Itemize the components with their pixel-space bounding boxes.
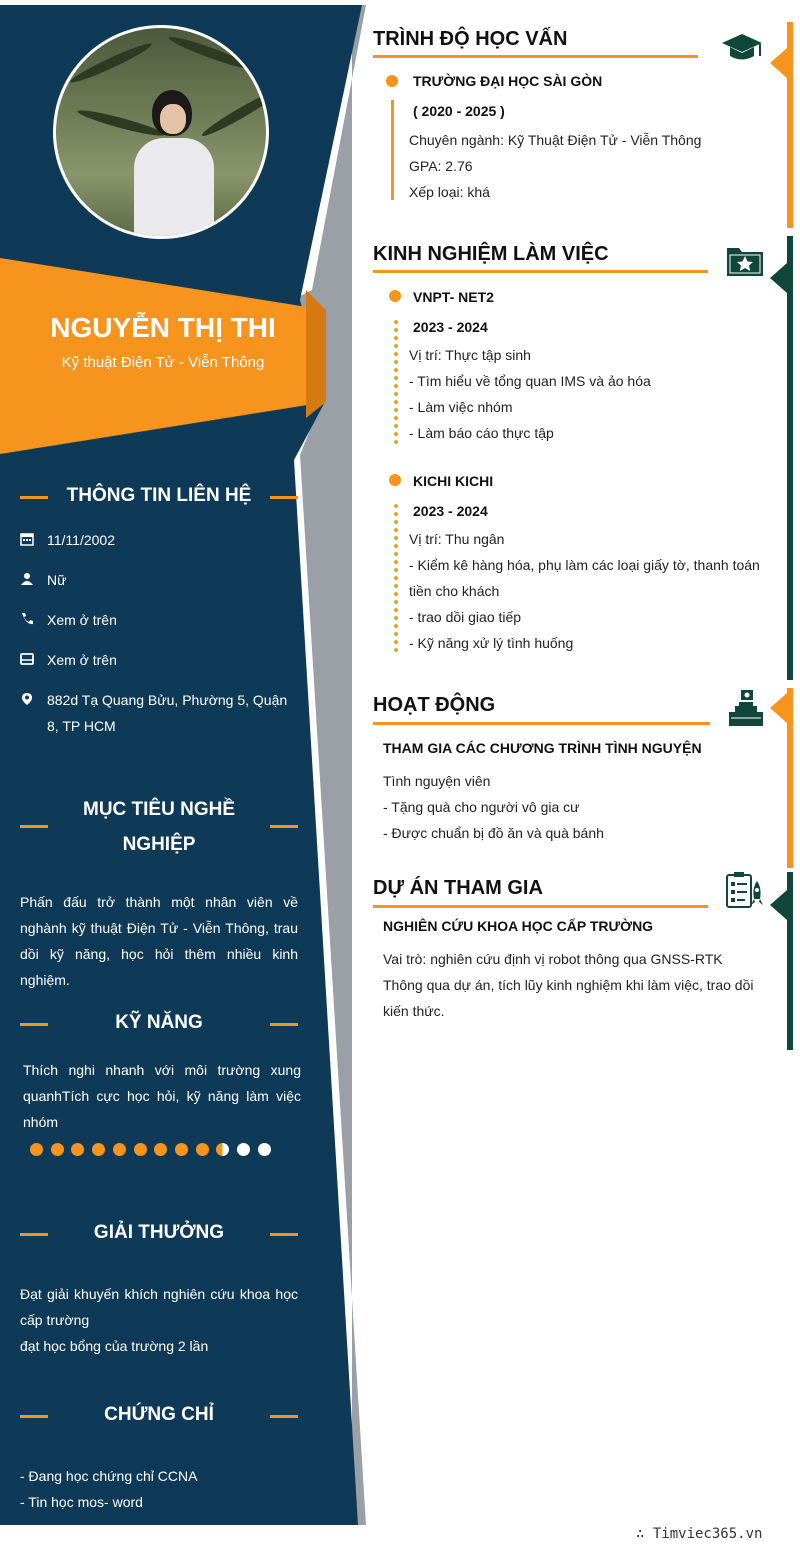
objective-text: Phấn đấu trở thành một nhân viên về nghành kỹ thuật Điện Tử - Viễn Thông, trau dồi kỹ năng, học hỏi thêm nhiều kinh nghiệm. (20, 894, 298, 988)
skill-dot (30, 1143, 43, 1156)
job-1-timeline (394, 318, 398, 446)
job-2-timeline (394, 502, 398, 656)
projects-line-3: kiến thức. (383, 1003, 445, 1019)
calendar-icon (20, 532, 34, 546)
footer-brand[interactable]: ∴ Timviec365.vn (636, 1526, 763, 1542)
education-school: TRƯỜNG ĐẠI HỌC SÀI GÒN (413, 73, 603, 89)
contact-email: Xem ở trên (20, 647, 300, 673)
location-icon (20, 692, 34, 706)
awards-line-2: đạt học bổng của trường 2 lần (20, 1338, 209, 1354)
certificates-heading: CHỨNG CHỈ (20, 1404, 298, 1426)
education-years: ( 2020 - 2025 ) (413, 103, 505, 119)
skills-heading: KỸ NĂNG (20, 1012, 298, 1034)
activities-line-2: - Tặng quà cho người vô gia cư (383, 799, 580, 815)
edge-marker-projects (770, 890, 787, 920)
skill-dot (51, 1143, 64, 1156)
graduation-cap-icon (720, 30, 764, 66)
job-1-company: VNPT- NET2 (413, 289, 494, 305)
job-2-bullet (389, 474, 401, 486)
contact-phone: Xem ở trên (20, 607, 300, 633)
profile-title: Kỹ thuật Điện Tử - Viễn Thông (61, 354, 265, 371)
user-icon (20, 572, 34, 586)
skills-text: Thích nghi nhanh với môi trường xung quanhTích cực học hỏi, kỹ năng làm việc nhóm (23, 1062, 301, 1130)
job-2-line-4: - trao dồi giao tiếp (409, 609, 522, 625)
job-2-company: KICHI KICHI (413, 473, 494, 489)
job-2-line-1: Vị trí: Thu ngân (409, 531, 505, 547)
skill-dot (134, 1143, 147, 1156)
skill-dot (92, 1143, 105, 1156)
education-gpa: GPA: 2.76 (409, 158, 473, 174)
job-1-years: 2023 - 2024 (413, 319, 488, 335)
job-1-line-1: Vị trí: Thực tập sinh (409, 347, 531, 363)
contact-heading: THÔNG TIN LIÊN HỆ (20, 485, 298, 507)
activities-title: THAM GIA CÁC CHƯƠNG TRÌNH TÌNH NGUYỆN (383, 740, 702, 756)
folder-star-icon (725, 244, 765, 278)
edge-bar-activities (787, 688, 793, 868)
job-2-line-2: - Kiểm kê hàng hóa, phụ làm các loại giấy tờ, thanh toán (409, 557, 760, 573)
activities-heading: HOẠT ĐỘNG (373, 694, 496, 716)
job-1-line-3: - Làm việc nhóm (409, 399, 513, 415)
email-icon (20, 652, 34, 666)
checklist-rocket-icon (725, 871, 765, 911)
edge-bar-projects (787, 872, 793, 1050)
projects-line-2: Thông qua dự án, tích lũy kinh nghiệm khi làm việc, trao dồi (383, 977, 754, 993)
activities-line-3: - Được chuẩn bị đồ ăn và quà bánh (383, 825, 604, 841)
activities-underline (373, 722, 710, 725)
podium-icon (727, 688, 765, 728)
profile-name: NGUYỄN THỊ THI (50, 312, 276, 343)
contact-birthday: 11/11/2002 (20, 527, 300, 553)
phone-icon (20, 612, 34, 626)
banner-fold (306, 290, 326, 418)
avatar (53, 25, 269, 239)
job-1-bullet (389, 290, 401, 302)
certificate-line-2: - Tin học mos- word (20, 1494, 143, 1510)
skill-dot (237, 1143, 250, 1156)
skill-dot (113, 1143, 126, 1156)
job-1-line-2: - Tìm hiểu về tổng quan IMS và ảo hóa (409, 373, 651, 389)
education-bullet (386, 75, 398, 87)
projects-title: NGHIÊN CỨU KHOA HỌC CẤP TRƯỜNG (383, 918, 654, 934)
skill-dot (175, 1143, 188, 1156)
education-underline (373, 55, 698, 58)
edge-bar-experience (787, 236, 793, 680)
edge-marker-education (770, 48, 787, 78)
projects-heading: DỰ ÁN THAM GIA (373, 877, 543, 899)
projects-underline (373, 905, 708, 908)
certificate-line-1: - Đang học chứng chỉ CCNA (20, 1468, 198, 1484)
education-timeline (391, 100, 394, 200)
edge-marker-activities (770, 693, 787, 723)
job-2-line-5: - Kỹ năng xử lý tình huống (409, 635, 574, 651)
job-2-line-3: tiền cho khách (409, 583, 500, 599)
edge-bar-education (787, 22, 793, 228)
skill-dot (196, 1143, 209, 1156)
projects-line-1: Vai trò: nghiên cứu định vị robot thông qua GNSS-RTK (383, 951, 723, 967)
edge-marker-experience (770, 263, 787, 293)
awards-heading: GIẢI THƯỞNG (20, 1222, 298, 1244)
education-rank: Xếp loại: khá (409, 184, 490, 200)
education-major: Chuyên ngành: Kỹ Thuật Điện Tử - Viễn Thông (409, 132, 702, 148)
skill-dot (258, 1143, 271, 1156)
experience-heading: KINH NGHIỆM LÀM VIỆC (373, 243, 609, 265)
contact-gender: Nữ (20, 567, 300, 593)
job-2-years: 2023 - 2024 (413, 503, 488, 519)
objective-heading: MỤC TIÊU NGHỀ NGHIỆP (20, 792, 298, 862)
experience-underline (373, 270, 708, 273)
activities-line-1: Tình nguyện viên (383, 773, 491, 789)
contact-address: 882d Tạ Quang Bửu, Phường 5, Quận 8, TP HCM (20, 687, 300, 739)
awards-line-1: Đạt giải khuyến khích nghiên cứu khoa học cấp trường (20, 1286, 298, 1328)
education-heading: TRÌNH ĐỘ HỌC VẤN (373, 28, 568, 50)
job-1-line-4: - Làm báo cáo thực tập (409, 425, 554, 441)
